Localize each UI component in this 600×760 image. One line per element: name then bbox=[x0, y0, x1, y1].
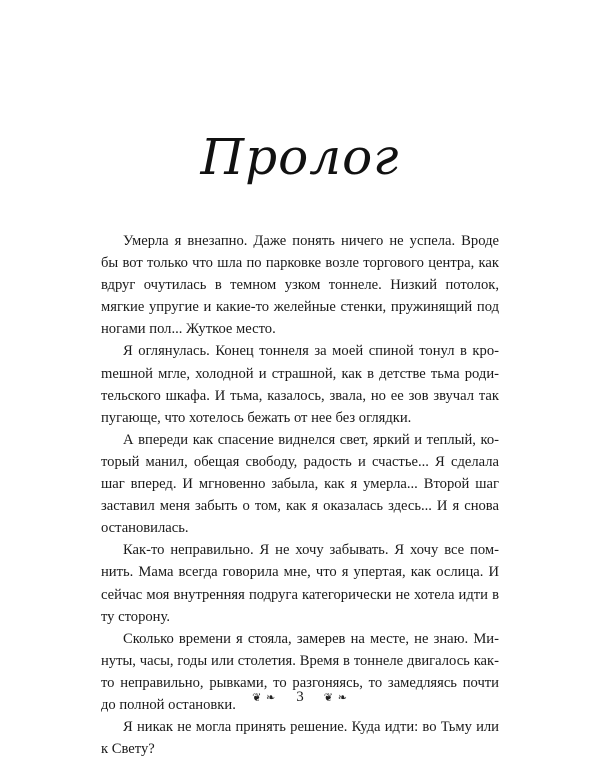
floral-ornament-icon: ❦ ❧ bbox=[252, 692, 277, 704]
chapter-title: Пролог bbox=[200, 128, 400, 186]
floral-ornament-icon: ❦ ❧ bbox=[323, 692, 348, 704]
paragraph: Как-то неправильно. Я не хочу забывать. Я хочу все помнить. Мама всегда говорила мне, что я упертая, как ослица. И сейчас моя внутренняя подруга категорически не хотела идти в ту сторону. bbox=[101, 542, 499, 625]
body-text bbox=[101, 230, 499, 760]
paragraph: Я никак не могла принять решение. Куда идти: во Тьму или к Свету? bbox=[101, 719, 499, 758]
page-footer bbox=[0, 689, 600, 706]
paragraph: А впереди как спасение виднелся свет, яркий и теплый, который манил, обещая свободу, радость и счастье... Я сделала шаг вперед. И мгновенно забыла, как я умерла... Второй шаг заставил меня забыть о том, как я оказалась здесь... И я снова остановилась. bbox=[101, 431, 499, 537]
paragraph: Умерла я внезапно. Даже понять ничего не успела. Вроде бы вот только что шла по парковке возле торгового центра, как вдруг очутилась в темном узком тоннеле. Низкий потолок, мягкие упругие и какие-то желейные стенки, пружинящий под ногами пол... Жуткое место. bbox=[101, 233, 499, 338]
paragraph: Сколько времени я стояла, замерев на месте, не знаю. Минуты, часы, годы или столетия. Время в тоннеле двигалось как-то неправильно, рывками, то разгоняясь, то замедляясь почти до полной остановки. bbox=[101, 630, 499, 713]
paragraph: Я оглянулась. Конец тоннеля за моей спиной тонул в кроmешной мгле, холодной и страшной, как в детстве тьма родительского шкафа. И тьма, казалось, звала, но ее зов звучал так пугающе, что хотелось бежать от нее без оглядки. bbox=[101, 343, 499, 426]
page-number: 3 bbox=[296, 689, 304, 705]
